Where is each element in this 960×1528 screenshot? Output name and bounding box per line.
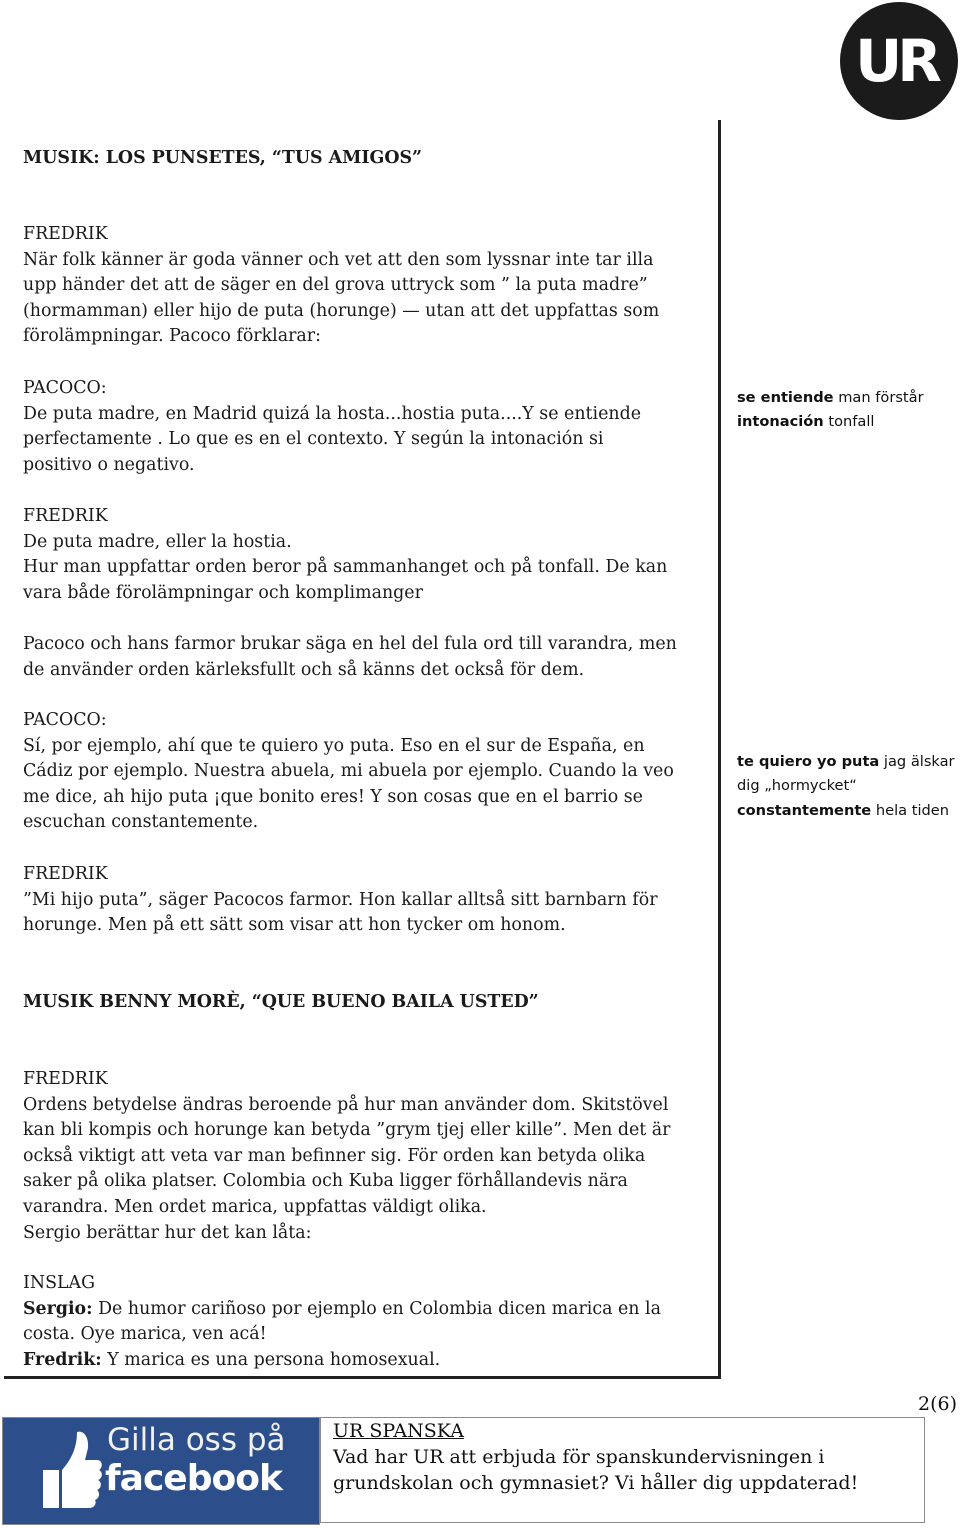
fredrik-block-1 xyxy=(23,222,713,350)
text-line: förolämpningar. Pacoco förklarar: xyxy=(23,326,321,347)
text-line xyxy=(23,1297,713,1323)
text-line: saker på olika platser. Colombia och Kuba ligger förhållandevis nära xyxy=(23,1171,628,1192)
ur-spanska-link[interactable]: UR SPANSKA xyxy=(333,1420,464,1442)
margin-note-2 xyxy=(737,750,960,823)
speaker-label: FREDRIK xyxy=(23,864,108,884)
text-line: Sí, por ejemplo, ahí que te quiero yo puta. Eso en el sur de España, en xyxy=(23,735,645,756)
text-line: De puta madre, en Madrid quizá la hosta...hostia puta....Y se entiende xyxy=(23,403,641,424)
note-term: se entiende xyxy=(737,389,834,406)
text-line: (hormamman) eller hijo de puta (horunge) — utan att det uppfattas som xyxy=(23,300,660,321)
ur-logo xyxy=(840,2,958,120)
note-gloss: tonfall xyxy=(823,413,875,431)
note-gloss: hela tiden xyxy=(871,801,949,819)
music-title-2: MUSIK BENNY MORÈ, “QUE BUENO BAILA USTED” xyxy=(23,992,539,1012)
note-line xyxy=(737,386,960,410)
speaker-label: PACOCO: xyxy=(23,710,107,730)
speaker-label: Sergio: xyxy=(23,1298,93,1319)
inslag-heading: INSLAG xyxy=(23,1273,95,1293)
facebook-wordmark: facebook xyxy=(105,1458,282,1499)
frame-right-border xyxy=(718,120,721,1378)
music-heading-2 xyxy=(23,990,713,1016)
text-line: ”Mi hijo puta”, säger Pacocos farmor. Hon kallar alltså sitt barnbarn för xyxy=(23,889,658,910)
ur-promo-box xyxy=(320,1417,925,1523)
note-line: dig „hormycket“ xyxy=(737,777,857,795)
text-line xyxy=(23,1348,713,1374)
pacoco-block-2 xyxy=(23,708,713,836)
speaker-label: PACOCO: xyxy=(23,378,107,398)
fredrik-block-3 xyxy=(23,862,713,939)
note-line xyxy=(737,410,960,434)
dialogue-text: De humor cariñoso por ejemplo en Colombia dicen marica en la xyxy=(92,1298,661,1319)
text-line: perfectamente . Lo que es en el contexto. Y según la intonación si xyxy=(23,429,604,450)
frame-bottom-border xyxy=(4,1376,721,1379)
speaker-label: FREDRIK xyxy=(23,506,108,526)
text-line: Sergio berättar hur det kan låta: xyxy=(23,1222,312,1243)
pacoco-block-1 xyxy=(23,376,713,478)
facebook-like-text: Gilla oss på xyxy=(107,1422,286,1458)
note-gloss: man förstår xyxy=(833,389,924,406)
ur-logo-text: UR xyxy=(855,27,937,95)
note-term: intonación xyxy=(737,413,824,431)
note-term: te quiero yo puta xyxy=(737,753,880,770)
text-line: vara både förolämpningar och komplimanger xyxy=(23,582,423,603)
text-line: upp händer det att de säger en del grova uttryck som ” la puta madre” xyxy=(23,275,648,296)
text-line: Hur man uppfattar orden beror på sammanhanget och på tonfall. De kan xyxy=(23,557,668,578)
note-term: constantemente xyxy=(737,801,872,819)
text-line: horunge. Men på ett sätt som visar att hon tycker om honom. xyxy=(23,915,566,936)
text-line: Cádiz por ejemplo. Nuestra abuela, mi abuela por ejemplo. Cuando la veo xyxy=(23,761,674,782)
fredrik-block-2 xyxy=(23,504,713,606)
promo-text-line: Vad har UR att erbjuda för spanskundervisningen i xyxy=(333,1446,825,1468)
text-line: costa. Oye marica, ven acá! xyxy=(23,1324,267,1345)
text-line: kan bli kompis och horunge kan betyda ”grym tjej eller kille”. Men det är xyxy=(23,1120,671,1141)
note-line xyxy=(737,799,960,823)
dialogue-text: Y marica es una persona homosexual. xyxy=(101,1349,441,1370)
speaker-label: Fredrik: xyxy=(23,1349,102,1370)
music-heading-1 xyxy=(23,146,713,172)
text-line: escuchan constantemente. xyxy=(23,812,259,833)
fredrik-block-4 xyxy=(23,1067,713,1246)
page-number: 2(6) xyxy=(918,1393,958,1415)
text-line: varandra. Men ordet marica, uppfattas väldigt olika. xyxy=(23,1196,487,1217)
speaker-label: FREDRIK xyxy=(23,224,108,244)
text-line: de använder orden kärleksfullt och så känns det också för dem. xyxy=(23,659,585,680)
music-title-1: MUSIK: LOS PUNSETES, “TUS AMIGOS” xyxy=(23,148,423,168)
text-line: positivo o negativo. xyxy=(23,454,195,475)
text-line: De puta madre, eller la hostia. xyxy=(23,531,292,552)
inslag-block xyxy=(23,1271,713,1373)
narration-block xyxy=(23,632,713,683)
facebook-banner[interactable] xyxy=(2,1417,320,1525)
text-line: Ordens betydelse ändras beroende på hur man använder dom. Skitstövel xyxy=(23,1094,669,1115)
speaker-label: FREDRIK xyxy=(23,1069,108,1089)
note-gloss: jag älskar xyxy=(879,753,955,770)
promo-text-line: grundskolan och gymnasiet? Vi håller dig uppdaterad! xyxy=(333,1472,859,1494)
margin-note-1 xyxy=(737,386,960,435)
thumbs-up-icon xyxy=(31,1426,103,1512)
note-line xyxy=(737,750,960,774)
text-line: me dice, ah hijo puta ¡que bonito eres! Y son cosas que en el barrio se xyxy=(23,786,643,807)
text-line: Pacoco och hans farmor brukar säga en hel del fula ord till varandra, men xyxy=(23,634,677,654)
text-line: också viktigt att veta var man befinner sig. För orden kan betyda olika xyxy=(23,1145,646,1166)
text-line: När folk känner är goda vänner och vet att den som lyssnar inte tar illa xyxy=(23,249,654,270)
